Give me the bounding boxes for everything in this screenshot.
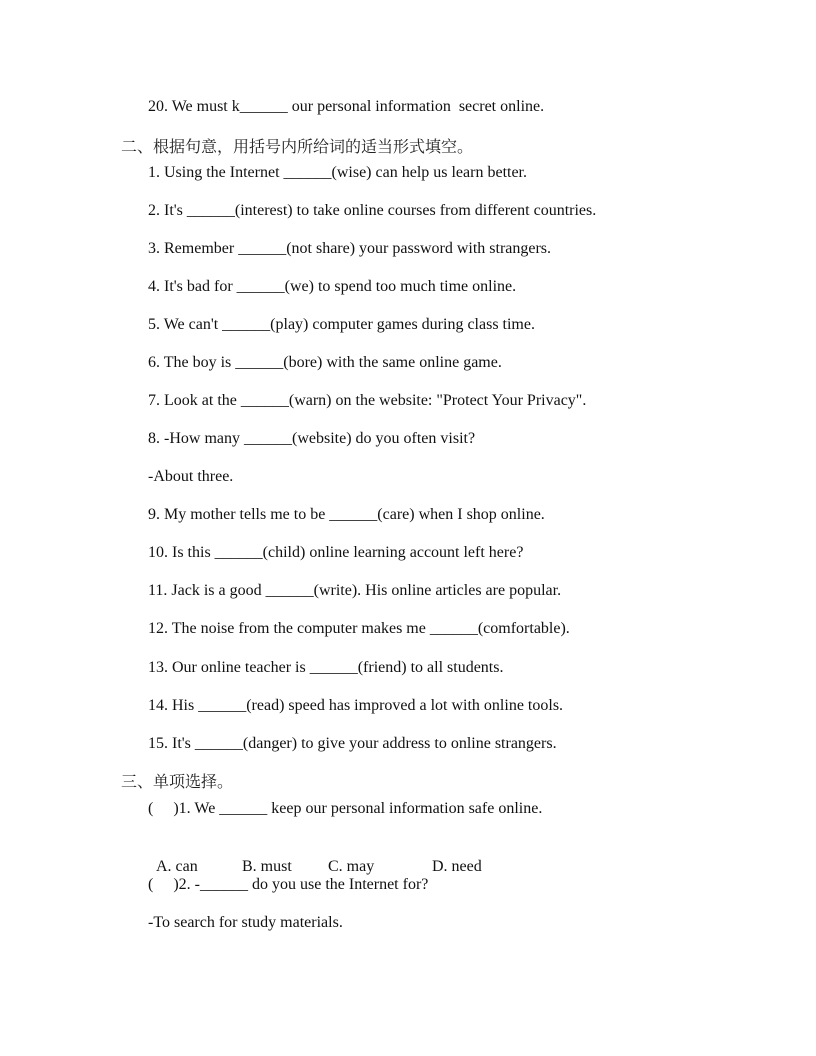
fill-item-5: 5. We can't ______(play) computer games during class time. <box>148 316 535 333</box>
option-c: C. may <box>328 858 375 875</box>
choice-question-2: ( )2. -______ do you use the Internet for? <box>148 876 429 893</box>
choice-question-1-options <box>148 837 482 877</box>
fill-item-2: 2. It's ______(interest) to take online courses from different countries. <box>148 202 597 219</box>
section-heading-2: 二、根据句意，用括号内所给词的适当形式填空。 <box>121 137 474 156</box>
choice-question-1: ( )1. We ______ keep our personal information safe online. <box>148 800 543 817</box>
question-20: 20. We must k______ our personal information secret online. <box>148 98 545 115</box>
fill-item-14: 14. His ______(read) speed has improved a lot with online tools. <box>148 697 564 714</box>
fill-item-11: 11. Jack is a good ______(write). His online articles are popular. <box>148 582 562 599</box>
fill-item-8: 8. -How many ______(website) do you often visit? <box>148 430 476 447</box>
fill-item-13: 13. Our online teacher is ______(friend) to all students. <box>148 659 504 676</box>
fill-item-12: 12. The noise from the computer makes me ______(comfortable). <box>148 620 570 637</box>
section-heading-3: 三、单项选择。 <box>121 772 234 791</box>
fill-item-4: 4. It's bad for ______(we) to spend too much time online. <box>148 278 517 295</box>
choice-question-2-answer: -To search for study materials. <box>148 914 343 931</box>
fill-item-3: 3. Remember ______(not share) your password with strangers. <box>148 240 552 257</box>
option-b: B. must <box>242 858 292 875</box>
option-a: A. can <box>156 858 198 875</box>
option-d: D. need <box>432 858 482 875</box>
fill-item-10: 10. Is this ______(child) online learning account left here? <box>148 544 524 561</box>
fill-item-9: 9. My mother tells me to be ______(care) when I shop online. <box>148 506 545 523</box>
fill-item-1: 1. Using the Internet ______(wise) can help us learn better. <box>148 164 527 181</box>
fill-item-7: 7. Look at the ______(warn) on the website: "Protect Your Privacy". <box>148 392 587 409</box>
fill-item-15: 15. It's ______(danger) to give your address to online strangers. <box>148 735 557 752</box>
fill-item-8-answer: -About three. <box>148 468 234 485</box>
fill-item-6: 6. The boy is ______(bore) with the same online game. <box>148 354 502 371</box>
